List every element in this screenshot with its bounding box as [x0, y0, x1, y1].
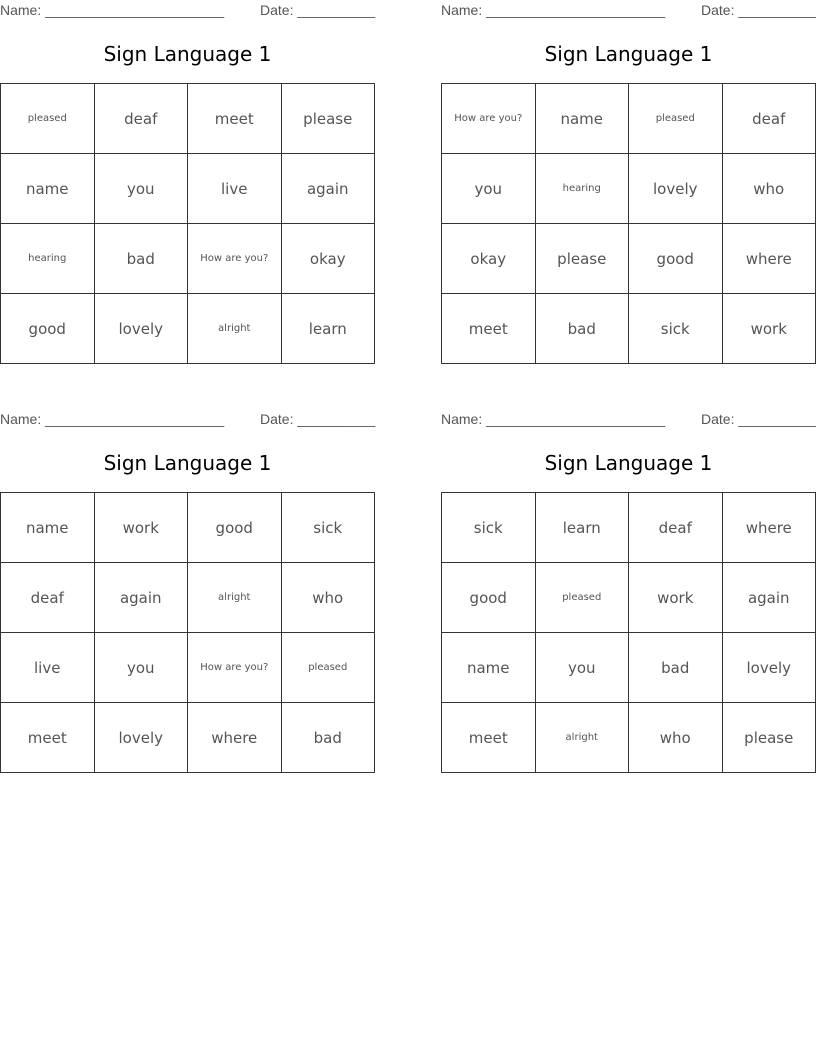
grid-row	[1, 84, 375, 154]
bingo-grid	[0, 492, 375, 773]
date-field-label: Date: __________	[260, 411, 376, 427]
grid-cell: live	[1, 633, 95, 703]
card-title: Sign Language 1	[103, 451, 272, 475]
grid-cell: lovely	[722, 633, 816, 703]
grid-cell: How are you?	[188, 224, 282, 294]
card-header	[441, 0, 816, 22]
grid-cell: learn	[535, 493, 629, 563]
bingo-grid	[0, 83, 375, 364]
grid-row	[1, 703, 375, 773]
grid-cell: pleased	[281, 633, 375, 703]
grid-cell: pleased	[535, 563, 629, 633]
grid-cell: deaf	[1, 563, 95, 633]
grid-cell: where	[722, 493, 816, 563]
grid-cell: work	[722, 294, 816, 364]
grid-cell: learn	[281, 294, 375, 364]
grid-cell: good	[629, 224, 723, 294]
grid-cell: good	[188, 493, 282, 563]
grid-cell: name	[535, 84, 629, 154]
grid-cell: work	[94, 493, 188, 563]
grid-cell: bad	[629, 633, 723, 703]
grid-cell: good	[1, 294, 95, 364]
grid-cell: name	[1, 154, 95, 224]
grid-row	[1, 294, 375, 364]
grid-cell: How are you?	[442, 84, 536, 154]
grid-cell: who	[629, 703, 723, 773]
name-field-label: Name: _______________________	[0, 411, 225, 427]
card-header	[441, 409, 816, 431]
grid-cell: deaf	[722, 84, 816, 154]
grid-cell: again	[722, 563, 816, 633]
grid-cell: you	[535, 633, 629, 703]
date-field-label: Date: __________	[260, 2, 376, 18]
grid-cell: okay	[281, 224, 375, 294]
grid-row	[1, 493, 375, 563]
grid-cell: sick	[629, 294, 723, 364]
bingo-grid	[441, 83, 816, 364]
grid-row	[1, 633, 375, 703]
grid-cell: where	[188, 703, 282, 773]
name-field-label: Name: _______________________	[0, 2, 225, 18]
card-title: Sign Language 1	[544, 451, 713, 475]
card-title: Sign Language 1	[103, 42, 272, 66]
grid-cell: meet	[442, 703, 536, 773]
grid-cell: alright	[188, 294, 282, 364]
grid-row	[442, 224, 816, 294]
grid-row	[442, 633, 816, 703]
grid-cell: lovely	[94, 703, 188, 773]
grid-cell: you	[94, 633, 188, 703]
grid-cell: deaf	[94, 84, 188, 154]
grid-row	[1, 224, 375, 294]
card-header	[0, 0, 375, 22]
grid-cell: please	[535, 224, 629, 294]
grid-cell: meet	[1, 703, 95, 773]
grid-cell: you	[94, 154, 188, 224]
grid-cell: who	[722, 154, 816, 224]
grid-cell: please	[281, 84, 375, 154]
grid-cell: good	[442, 563, 536, 633]
grid-cell: you	[442, 154, 536, 224]
grid-cell: pleased	[629, 84, 723, 154]
grid-row	[442, 154, 816, 224]
grid-cell: bad	[94, 224, 188, 294]
grid-cell: alright	[188, 563, 282, 633]
bingo-card	[441, 0, 816, 338]
grid-cell: who	[281, 563, 375, 633]
grid-row	[442, 493, 816, 563]
grid-cell: hearing	[1, 224, 95, 294]
date-field-label: Date: __________	[701, 411, 816, 427]
grid-cell: live	[188, 154, 282, 224]
grid-cell: okay	[442, 224, 536, 294]
card-header	[0, 409, 375, 431]
grid-row	[442, 294, 816, 364]
name-field-label: Name: _______________________	[441, 2, 666, 18]
grid-cell: where	[722, 224, 816, 294]
bingo-card	[0, 0, 376, 338]
grid-cell: work	[629, 563, 723, 633]
date-field-label: Date: __________	[701, 2, 816, 18]
grid-cell: How are you?	[188, 633, 282, 703]
grid-cell: name	[1, 493, 95, 563]
grid-cell: lovely	[94, 294, 188, 364]
grid-cell: sick	[442, 493, 536, 563]
grid-row	[1, 563, 375, 633]
bingo-card	[441, 409, 816, 747]
grid-cell: name	[442, 633, 536, 703]
grid-row	[442, 84, 816, 154]
bingo-card	[0, 409, 376, 747]
name-field-label: Name: _______________________	[441, 411, 666, 427]
grid-row	[442, 703, 816, 773]
grid-cell: pleased	[1, 84, 95, 154]
grid-cell: meet	[188, 84, 282, 154]
grid-cell: alright	[535, 703, 629, 773]
grid-row	[442, 563, 816, 633]
grid-cell: again	[281, 154, 375, 224]
bingo-grid	[441, 492, 816, 773]
grid-cell: bad	[281, 703, 375, 773]
grid-row	[1, 154, 375, 224]
grid-cell: hearing	[535, 154, 629, 224]
grid-cell: bad	[535, 294, 629, 364]
grid-cell: sick	[281, 493, 375, 563]
grid-cell: deaf	[629, 493, 723, 563]
card-title: Sign Language 1	[544, 42, 713, 66]
grid-cell: again	[94, 563, 188, 633]
grid-cell: lovely	[629, 154, 723, 224]
grid-cell: meet	[442, 294, 536, 364]
grid-cell: please	[722, 703, 816, 773]
